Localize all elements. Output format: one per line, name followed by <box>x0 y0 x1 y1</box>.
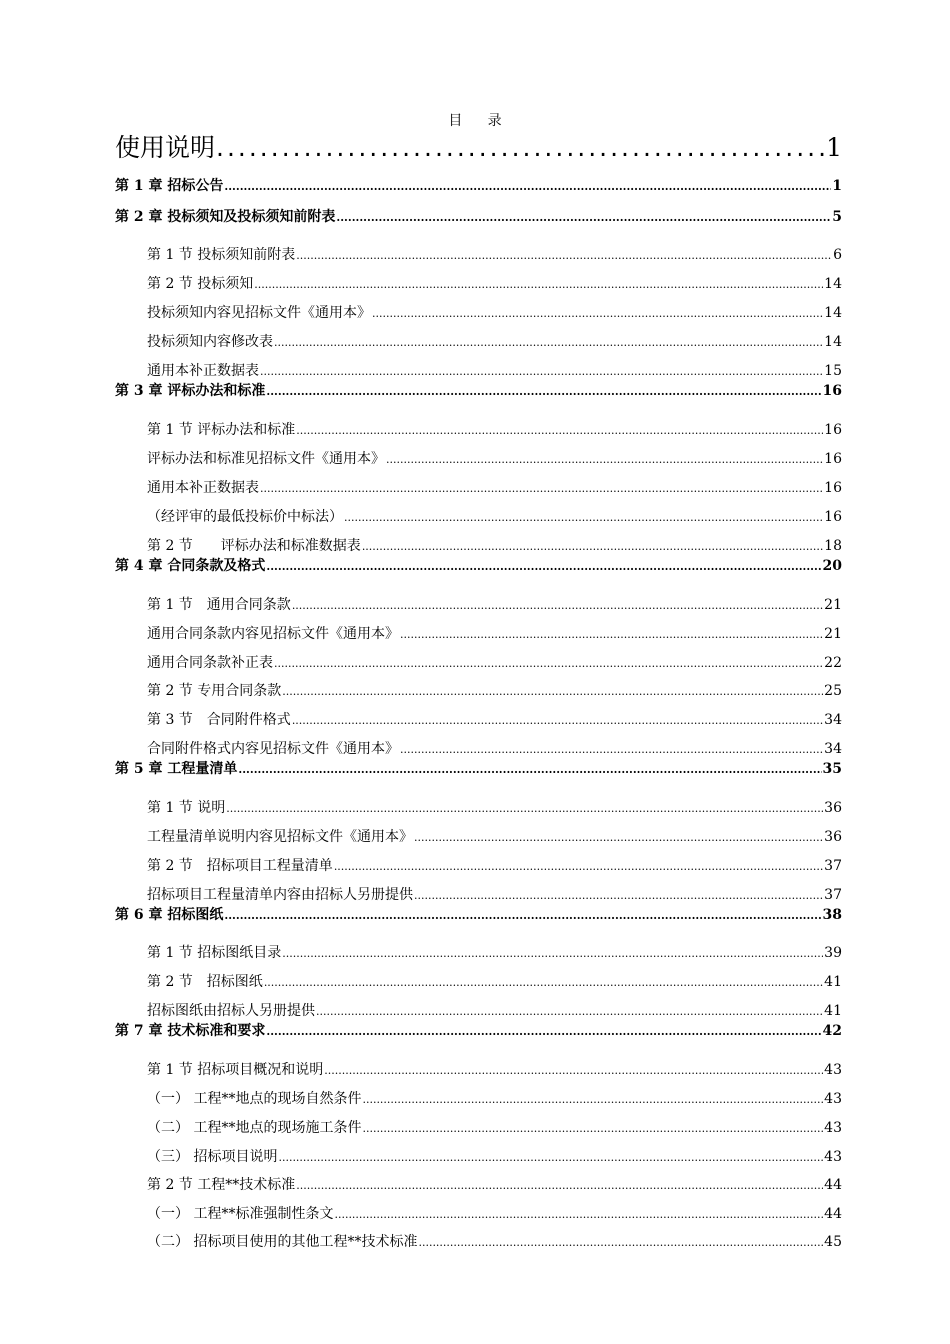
toc-entry-label: 第 6 章 招标图纸 <box>115 907 224 923</box>
toc-chapter-entry[interactable] <box>115 206 842 226</box>
toc-leader-dots <box>278 1151 823 1164</box>
toc-entry-page: 44 <box>824 1177 842 1193</box>
toc-leader-dots <box>362 1093 823 1106</box>
toc-leader-dots <box>362 540 823 553</box>
toc-entry-page: 34 <box>824 712 842 728</box>
toc-section-entry[interactable] <box>147 652 842 672</box>
toc-leader-dots <box>266 1025 821 1038</box>
toc-chapter-entry[interactable] <box>115 175 842 195</box>
toc-section-entry[interactable] <box>147 1146 842 1166</box>
toc-leader-dots <box>292 714 823 727</box>
toc-section-entry[interactable] <box>147 1088 842 1108</box>
toc-section-entry[interactable] <box>147 360 842 380</box>
toc-entry-page: 43 <box>824 1062 842 1078</box>
toc-leader-dots <box>282 685 823 698</box>
toc-entry-page: 5 <box>832 209 842 225</box>
toc-entry-label: 第 1 节 评标办法和标准 <box>147 422 296 438</box>
toc-leader-dots <box>216 133 825 162</box>
toc-entry-label: 招标图纸由招标人另册提供 <box>147 1003 315 1019</box>
toc-leader-dots <box>274 336 823 349</box>
toc-entry-label: 通用合同条款内容见招标文件《通用本》 <box>147 626 399 642</box>
toc-section-entry[interactable] <box>147 1059 842 1079</box>
toc-entry-page: 16 <box>822 383 842 399</box>
toc-leader-dots <box>224 180 831 193</box>
toc-leader-dots <box>324 1064 823 1077</box>
toc-entry-label: 第 1 节 招标图纸目录 <box>147 945 282 961</box>
toc-leader-dots <box>260 365 823 378</box>
toc-leader-dots <box>400 628 823 641</box>
toc-leader-dots <box>386 453 823 466</box>
toc-entry-page: 21 <box>824 597 842 613</box>
toc-entry-label: 工程量清单说明内容见招标文件《通用本》 <box>147 829 413 845</box>
toc-section-entry[interactable] <box>147 738 842 758</box>
toc-chapter-entry[interactable] <box>115 380 842 400</box>
toc-section-entry[interactable] <box>147 1203 842 1223</box>
toc-leader-dots <box>334 1208 823 1221</box>
toc-leader-dots <box>260 482 823 495</box>
toc-leader-dots <box>418 1236 823 1249</box>
toc-entry-label: 第 3 章 评标办法和标准 <box>115 383 266 399</box>
toc-leader-dots <box>266 385 821 398</box>
toc-section-entry[interactable] <box>147 535 842 555</box>
toc-section-entry[interactable] <box>147 419 842 439</box>
toc-leader-dots <box>316 1005 823 1018</box>
toc-entry-label: 第 4 章 合同条款及格式 <box>115 558 266 574</box>
toc-entry-label: 通用本补正数据表 <box>147 363 259 379</box>
toc-entry-label: （一） 工程**标准强制性条文 <box>147 1206 334 1222</box>
toc-entry-label: 投标须知内容修改表 <box>147 334 273 350</box>
toc-section-entry[interactable] <box>147 826 842 846</box>
toc-entry-label: 合同附件格式内容见招标文件《通用本》 <box>147 741 399 757</box>
toc-leader-dots <box>414 831 823 844</box>
toc-section-entry[interactable] <box>147 1000 842 1020</box>
toc-entry-label: 第 7 章 技术标准和要求 <box>115 1023 266 1039</box>
toc-entry-page: 14 <box>824 305 842 321</box>
toc-entry-page: 42 <box>822 1023 842 1039</box>
toc-leader-dots <box>238 763 821 776</box>
toc-entry-label: 第 3 节 合同附件格式 <box>147 712 291 728</box>
toc-entry-label: （二） 工程**地点的现场施工条件 <box>147 1120 362 1136</box>
toc-section-entry[interactable] <box>147 1231 842 1251</box>
toc-entry-page: 37 <box>824 858 842 874</box>
toc-section-entry[interactable] <box>147 594 842 614</box>
toc-entry-page: 16 <box>824 422 842 438</box>
toc-chapter-entry[interactable] <box>115 555 842 575</box>
toc-section-entry[interactable] <box>147 273 842 293</box>
toc-entry-page: 36 <box>824 800 842 816</box>
toc-entry-label: 招标项目工程量清单内容由招标人另册提供 <box>147 887 413 903</box>
toc-section-entry[interactable] <box>147 331 842 351</box>
toc-leader-dots <box>264 976 823 989</box>
toc-chapter-entry[interactable] <box>115 1020 842 1040</box>
toc-entry-page: 37 <box>824 887 842 903</box>
toc-entry-label: 评标办法和标准见招标文件《通用本》 <box>147 451 385 467</box>
toc-entry-label: 第 1 节 招标项目概况和说明 <box>147 1062 324 1078</box>
toc-entry-page: 6 <box>833 247 842 263</box>
toc-entry-label: 通用本补正数据表 <box>147 480 259 496</box>
toc-entry-page: 21 <box>824 626 842 642</box>
toc-leader-dots <box>282 947 823 960</box>
toc-entry-label: 第 1 节 通用合同条款 <box>147 597 291 613</box>
toc-entry-label: 第 1 章 招标公告 <box>115 178 224 194</box>
toc-entry-label: 第 2 节 招标项目工程量清单 <box>147 858 333 874</box>
toc-entry-page: 14 <box>824 334 842 350</box>
toc-entry-label: 使用说明 <box>115 133 216 162</box>
toc-entry-page: 45 <box>824 1234 842 1250</box>
toc-section-entry[interactable] <box>147 855 842 875</box>
toc-section-entry[interactable] <box>147 971 842 991</box>
toc-entry-label: （经评审的最低投标价中标法） <box>147 509 343 525</box>
toc-leader-dots <box>296 249 832 262</box>
toc-entry-page: 43 <box>824 1149 842 1165</box>
toc-entry-label: （三） 招标项目说明 <box>147 1149 278 1165</box>
toc-leader-dots <box>292 599 823 612</box>
toc-entry-label: 第 1 节 投标须知前附表 <box>147 247 296 263</box>
toc-leader-dots <box>224 909 821 922</box>
toc-section-entry[interactable] <box>147 623 842 643</box>
toc-entry-label: （二） 招标项目使用的其他工程**技术标准 <box>147 1234 418 1250</box>
toc-entry-label: 第 2 节 专用合同条款 <box>147 683 282 699</box>
toc-entry-page: 18 <box>824 538 842 554</box>
toc-entry-page: 14 <box>824 276 842 292</box>
toc-leader-dots <box>334 860 823 873</box>
toc-chapter-entry[interactable] <box>115 758 842 778</box>
toc-section-entry[interactable] <box>147 680 842 700</box>
toc-entry-page: 16 <box>824 451 842 467</box>
toc-entry-page: 20 <box>822 558 842 574</box>
toc-section-entry[interactable] <box>147 709 842 729</box>
toc-entry-usage[interactable] <box>115 128 842 164</box>
toc-entry-label: 第 2 节 工程**技术标准 <box>147 1177 296 1193</box>
toc-entry-page: 43 <box>824 1091 842 1107</box>
toc-entry-label: 通用合同条款补正表 <box>147 655 273 671</box>
toc-entry-page: 38 <box>822 907 842 923</box>
toc-entry-page: 43 <box>824 1120 842 1136</box>
toc-section-entry[interactable] <box>147 448 842 468</box>
toc-leader-dots <box>254 278 823 291</box>
toc-entry-page: 34 <box>824 741 842 757</box>
toc-entry-label: （一） 工程**地点的现场自然条件 <box>147 1091 362 1107</box>
toc-leader-dots <box>414 889 823 902</box>
toc-entry-page: 1 <box>832 178 842 194</box>
toc-section-entry[interactable] <box>147 797 842 817</box>
toc-title: 目录 <box>448 113 527 129</box>
toc-section-entry[interactable] <box>147 302 842 322</box>
toc-entry-label: 第 2 节 招标图纸 <box>147 974 263 990</box>
toc-entry-page: 35 <box>822 761 842 777</box>
toc-section-entry[interactable] <box>147 506 842 526</box>
toc-entry-page: 16 <box>824 480 842 496</box>
toc-leader-dots <box>226 802 823 815</box>
toc-leader-dots <box>344 511 823 524</box>
toc-entry-page: 22 <box>824 655 842 671</box>
toc-leader-dots <box>266 560 821 573</box>
toc-entry-label: 第 2 节 评标办法和标准数据表 <box>147 538 361 554</box>
toc-entry-page: 41 <box>824 974 842 990</box>
toc-leader-dots <box>296 424 823 437</box>
toc-leader-dots <box>372 307 823 320</box>
toc-section-entry[interactable] <box>147 884 842 904</box>
toc-section-entry[interactable] <box>147 1174 842 1194</box>
toc-entry-page: 39 <box>824 945 842 961</box>
toc-entry-label: 第 5 章 工程量清单 <box>115 761 238 777</box>
toc-entry-page: 41 <box>824 1003 842 1019</box>
toc-entry-label: 第 1 节 说明 <box>147 800 226 816</box>
toc-entry-page: 44 <box>824 1206 842 1222</box>
toc-entry-label: 投标须知内容见招标文件《通用本》 <box>147 305 371 321</box>
toc-entry-page: 15 <box>824 363 842 379</box>
toc-entry-label: 第 2 章 投标须知及投标须知前附表 <box>115 209 336 225</box>
toc-leader-dots <box>336 211 831 224</box>
toc-chapter-entry[interactable] <box>115 904 842 924</box>
toc-leader-dots <box>274 657 823 670</box>
toc-section-entry[interactable] <box>147 477 842 497</box>
toc-entry-page: 36 <box>824 829 842 845</box>
toc-entry-page: 1 <box>826 133 842 162</box>
toc-section-entry[interactable] <box>147 244 842 264</box>
toc-section-entry[interactable] <box>147 942 842 962</box>
toc-entry-page: 16 <box>824 509 842 525</box>
toc-leader-dots <box>362 1122 823 1135</box>
toc-leader-dots <box>296 1179 823 1192</box>
toc-section-entry[interactable] <box>147 1117 842 1137</box>
toc-entry-page: 25 <box>824 683 842 699</box>
toc-entry-label: 第 2 节 投标须知 <box>147 276 254 292</box>
toc-leader-dots <box>400 743 823 756</box>
